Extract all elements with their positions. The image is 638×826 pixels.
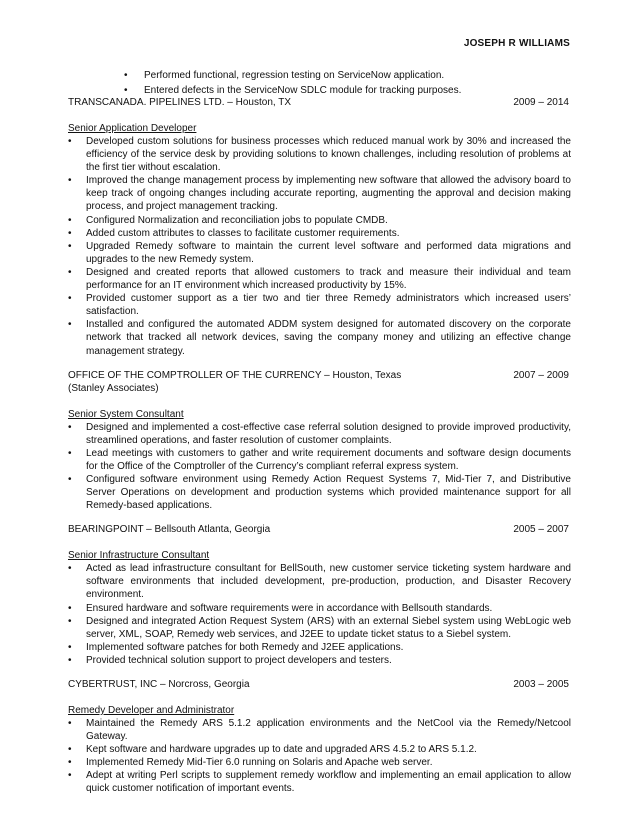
list-item: • Configured Normalization and reconciliation jobs to populate CMDB.: [68, 214, 571, 227]
list-item: • Installed and configured the automated ADDM system designed for automated discovery on the corporate network that tracked all network devices, saving the company money and utilizing an effective change management strategy.: [68, 318, 571, 357]
list-item: • Designed and created reports that allowed customers to track and measure their individual and team performance for an IT environment which increased productivity by 15%.: [68, 266, 571, 292]
job-header: [68, 369, 571, 382]
job-role: Senior Application Developer: [68, 123, 197, 134]
job-role: Senior Infrastructure Consultant: [68, 550, 210, 562]
list-item: • Upgraded Remedy software to maintain the current level software and performed data migrations and upgrades to the new Remedy system.: [68, 240, 571, 266]
company-name: OFFICE OF THE COMPTROLLER OF THE CURRENCY – Houston, Texas: [68, 369, 402, 381]
list-item: • Performed functional, regression testing on ServiceNow application.: [124, 69, 624, 83]
job-dates: 2005 – 2007: [513, 524, 569, 536]
job-bullet-list: [68, 135, 571, 358]
intro-bullet-list: [84, 68, 624, 99]
job-entry: [68, 523, 571, 667]
list-item: • Developed custom solutions for business processes which reduced manual work by 30% and increased the efficiency of the service desk by providing solutions to known challenges, including resolution of problems at the first tier without escalation.: [68, 135, 571, 174]
job-role: Remedy Developer and Administrator: [68, 705, 235, 716]
job-bullet-list: [68, 421, 571, 513]
company-name: CYBERTRUST, INC – Norcross, Georgia: [68, 679, 250, 690]
list-item: • Acted as lead infrastructure consultant for BellSouth, new customer service ticketing system hardware and software environments that included development, pre-production, production, and Disaster Recovery environment.: [68, 562, 571, 601]
company-subline: (Stanley Associates): [68, 382, 159, 394]
list-item: • Entered defects in the ServiceNow SDLC module for tracking purposes.: [124, 84, 624, 98]
list-item: • Designed and integrated Action Request System (ARS) with an external Siebel system using WebLogic web server, XML, SOAP, Remedy web services, and J2EE to update ticket status to a Siebel system.: [68, 615, 571, 641]
company-name: TRANSCANADA. PIPELINES LTD. – Houston, TX: [68, 97, 292, 108]
job-entry: [68, 96, 571, 358]
job-header: [68, 96, 571, 109]
list-item: • Implemented Remedy Mid-Tier 6.0 running on Solaris and Apache web server.: [68, 756, 571, 769]
list-item: • Added custom attributes to classes to facilitate customer requirements.: [68, 227, 571, 240]
resume-owner-name: JOSEPH R WILLIAMS: [463, 38, 570, 49]
job-dates: 2009 – 2014: [513, 97, 569, 108]
job-bullet-list: [68, 562, 571, 667]
list-item: • Designed and implemented a cost-effective case referral solution designed to provide improved productivity, streamlined operations, and faster resolution of customer complaints.: [68, 421, 571, 447]
list-item: • Ensured hardware and software requirements were in accordance with Bellsouth standards.: [68, 602, 571, 615]
list-item: • Configured software environment using Remedy Action Request Systems 7, Mid-Tier 7, and Distributive Server Operations on development and production systems which provided maintenance support for all Remedy-based applications.: [68, 473, 571, 512]
company-name: BEARINGPOINT – Bellsouth Atlanta, Georgia: [68, 524, 271, 536]
job-bullet-list: [68, 717, 571, 796]
list-item: • Maintained the Remedy ARS 5.1.2 application environments and the NetCool via the Remedy/Netcool Gateway.: [68, 717, 571, 743]
experience-section: [68, 96, 571, 807]
job-role: Senior System Consultant: [68, 408, 184, 420]
job-dates: 2003 – 2005: [513, 679, 569, 690]
job-dates: 2007 – 2009: [513, 369, 569, 381]
list-item: • Lead meetings with customers to gather and write requirement documents and software design documents for the Office of the Comptroller of the Currency’s compliant referral express system.: [68, 447, 571, 473]
job-header: [68, 523, 571, 536]
job-entry: [68, 369, 571, 513]
list-item: • Implemented software patches for both Remedy and J2EE applications.: [68, 641, 571, 654]
job-entry: [68, 678, 571, 796]
list-item: • Provided technical solution support to project developers and testers.: [68, 654, 571, 667]
list-item: • Kept software and hardware upgrades up to date and upgraded ARS 4.5.2 to ARS 5.1.2.: [68, 743, 571, 756]
job-header: [68, 678, 571, 691]
list-item: • Adept at writing Perl scripts to supplement remedy workflow and implementing an email application to allow quick customer notification of important events.: [68, 769, 571, 795]
list-item: • Improved the change management process by implementing new software that allowed the advisory board to keep track of ongoing changes including accurate reporting, augmenting the approval and decision making process, and project management tracking.: [68, 174, 571, 213]
list-item: • Provided customer support as a tier two and tier three Remedy administrators which increased users’ satisfaction.: [68, 292, 571, 318]
